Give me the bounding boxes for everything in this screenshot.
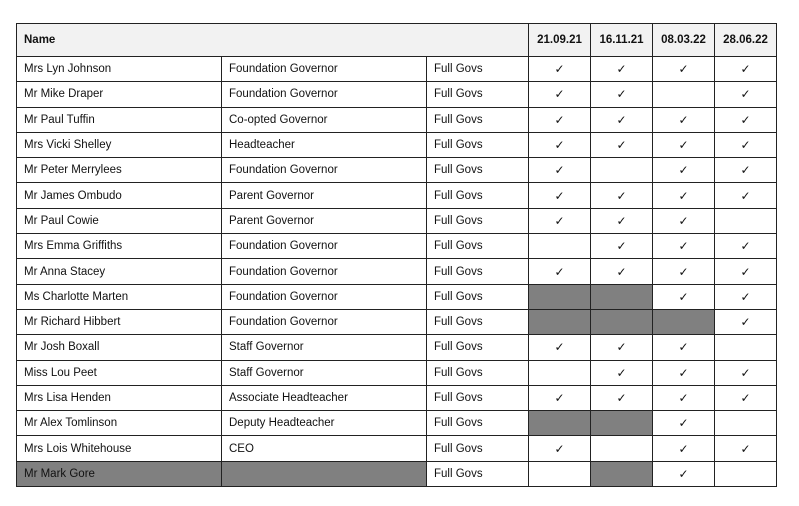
attendance-tick-icon: ✓ [653,335,715,360]
attendance-tick-icon: ✓ [653,234,715,259]
attendance-tick-icon: ✓ [715,82,777,107]
attendance-tick-icon: ✓ [653,57,715,82]
committee-cell: Full Govs [427,309,529,334]
governor-name-cell: Mrs Lois Whitehouse [17,436,222,461]
governor-name-cell: Ms Charlotte Marten [17,284,222,309]
attendance-tick-icon: ✓ [715,259,777,284]
date-column-header: 21.09.21 [529,24,591,57]
attendance-tick-icon: ✓ [529,335,591,360]
governor-name-cell: Mr Paul Tuffin [17,107,222,132]
attendance-tick-icon: ✓ [529,82,591,107]
governor-role-cell: Foundation Governor [222,158,427,183]
attendance-tick-icon: ✓ [529,107,591,132]
attendance-tick-icon: ✓ [591,107,653,132]
attendance-tick-icon: ✓ [591,335,653,360]
attendance-na-cell [591,461,653,486]
attendance-empty-cell [715,335,777,360]
governor-name-cell: Mr Mark Gore [17,461,222,486]
committee-cell: Full Govs [427,234,529,259]
attendance-empty-cell [653,82,715,107]
table-row [17,82,777,107]
attendance-tick-icon: ✓ [529,132,591,157]
committee-cell: Full Govs [427,183,529,208]
attendance-tick-icon: ✓ [591,385,653,410]
attendance-tick-icon: ✓ [653,360,715,385]
governor-role-cell: Staff Governor [222,335,427,360]
attendance-tick-icon: ✓ [529,57,591,82]
attendance-tick-icon: ✓ [653,259,715,284]
attendance-tick-icon: ✓ [715,57,777,82]
attendance-empty-cell [591,436,653,461]
attendance-tick-icon: ✓ [715,234,777,259]
attendance-tick-icon: ✓ [715,436,777,461]
attendance-tick-icon: ✓ [529,385,591,410]
governor-role-cell: Foundation Governor [222,57,427,82]
table-row [17,234,777,259]
table-row [17,208,777,233]
governor-name-cell: Mrs Vicki Shelley [17,132,222,157]
attendance-tick-icon: ✓ [653,385,715,410]
governor-name-cell: Mr Peter Merrylees [17,158,222,183]
governor-role-cell: Foundation Governor [222,234,427,259]
committee-cell: Full Govs [427,132,529,157]
attendance-tick-icon: ✓ [653,284,715,309]
table-row [17,132,777,157]
attendance-na-cell [529,309,591,334]
attendance-tick-icon: ✓ [653,132,715,157]
attendance-tick-icon: ✓ [591,259,653,284]
table-row [17,360,777,385]
governor-name-cell: Mr Paul Cowie [17,208,222,233]
governor-name-cell: Mr Josh Boxall [17,335,222,360]
header-row [17,24,777,57]
attendance-tick-icon: ✓ [529,259,591,284]
committee-cell: Full Govs [427,158,529,183]
attendance-na-cell [591,411,653,436]
table-row [17,183,777,208]
governor-name-cell: Mrs Lisa Henden [17,385,222,410]
committee-cell: Full Govs [427,335,529,360]
governor-name-cell: Mrs Lyn Johnson [17,57,222,82]
attendance-empty-cell [591,158,653,183]
table-row [17,158,777,183]
table-row [17,461,777,486]
table-row [17,284,777,309]
governor-role-cell: Parent Governor [222,208,427,233]
attendance-tick-icon: ✓ [529,208,591,233]
governor-role-cell: Deputy Headteacher [222,411,427,436]
table-row [17,259,777,284]
attendance-tick-icon: ✓ [653,461,715,486]
attendance-empty-cell [715,461,777,486]
attendance-empty-cell [715,411,777,436]
governor-role-cell: CEO [222,436,427,461]
governor-name-cell: Mr Richard Hibbert [17,309,222,334]
attendance-tick-icon: ✓ [715,360,777,385]
table-row [17,385,777,410]
attendance-tick-icon: ✓ [591,57,653,82]
attendance-tick-icon: ✓ [715,309,777,334]
attendance-tick-icon: ✓ [591,82,653,107]
attendance-empty-cell [715,208,777,233]
governor-name-cell: Mrs Emma Griffiths [17,234,222,259]
attendance-na-cell [653,309,715,334]
date-column-header: 08.03.22 [653,24,715,57]
attendance-na-cell [529,411,591,436]
committee-cell: Full Govs [427,385,529,410]
attendance-tick-icon: ✓ [591,132,653,157]
committee-cell: Full Govs [427,82,529,107]
attendance-tick-icon: ✓ [591,208,653,233]
attendance-tick-icon: ✓ [715,385,777,410]
attendance-empty-cell [529,234,591,259]
date-column-header: 16.11.21 [591,24,653,57]
table-row [17,335,777,360]
committee-cell: Full Govs [427,360,529,385]
governor-name-cell: Mr Mike Draper [17,82,222,107]
committee-cell: Full Govs [427,411,529,436]
governor-role-cell: Foundation Governor [222,82,427,107]
date-column-header: 28.06.22 [715,24,777,57]
governor-role-cell: Foundation Governor [222,259,427,284]
table-row [17,436,777,461]
committee-cell: Full Govs [427,284,529,309]
attendance-tick-icon: ✓ [591,360,653,385]
committee-cell: Full Govs [427,57,529,82]
governor-role-cell: Foundation Governor [222,309,427,334]
attendance-tick-icon: ✓ [529,158,591,183]
governor-name-cell: Mr Alex Tomlinson [17,411,222,436]
governor-role-cell [222,461,427,486]
attendance-empty-cell [529,461,591,486]
attendance-tick-icon: ✓ [591,183,653,208]
attendance-tick-icon: ✓ [529,183,591,208]
attendance-table [16,23,777,487]
attendance-na-cell [529,284,591,309]
attendance-tick-icon: ✓ [653,107,715,132]
governor-name-cell: Mr James Ombudo [17,183,222,208]
governor-role-cell: Associate Headteacher [222,385,427,410]
table-row [17,411,777,436]
name-column-header: Name [17,24,529,57]
governor-role-cell: Co-opted Governor [222,107,427,132]
committee-cell: Full Govs [427,436,529,461]
attendance-na-cell [591,309,653,334]
table-row [17,309,777,334]
attendance-tick-icon: ✓ [653,436,715,461]
committee-cell: Full Govs [427,259,529,284]
attendance-tick-icon: ✓ [591,234,653,259]
attendance-tick-icon: ✓ [529,436,591,461]
table-row [17,107,777,132]
attendance-tick-icon: ✓ [653,183,715,208]
attendance-tick-icon: ✓ [715,284,777,309]
governor-role-cell: Parent Governor [222,183,427,208]
table-row [17,57,777,82]
attendance-tick-icon: ✓ [653,411,715,436]
governor-role-cell: Headteacher [222,132,427,157]
attendance-tick-icon: ✓ [715,183,777,208]
governor-role-cell: Staff Governor [222,360,427,385]
governor-name-cell: Mr Anna Stacey [17,259,222,284]
attendance-tick-icon: ✓ [653,208,715,233]
attendance-tick-icon: ✓ [653,158,715,183]
committee-cell: Full Govs [427,461,529,486]
committee-cell: Full Govs [427,107,529,132]
attendance-na-cell [591,284,653,309]
governor-name-cell: Miss Lou Peet [17,360,222,385]
attendance-tick-icon: ✓ [715,132,777,157]
attendance-empty-cell [529,360,591,385]
committee-cell: Full Govs [427,208,529,233]
governor-role-cell: Foundation Governor [222,284,427,309]
attendance-tick-icon: ✓ [715,158,777,183]
attendance-tick-icon: ✓ [715,107,777,132]
